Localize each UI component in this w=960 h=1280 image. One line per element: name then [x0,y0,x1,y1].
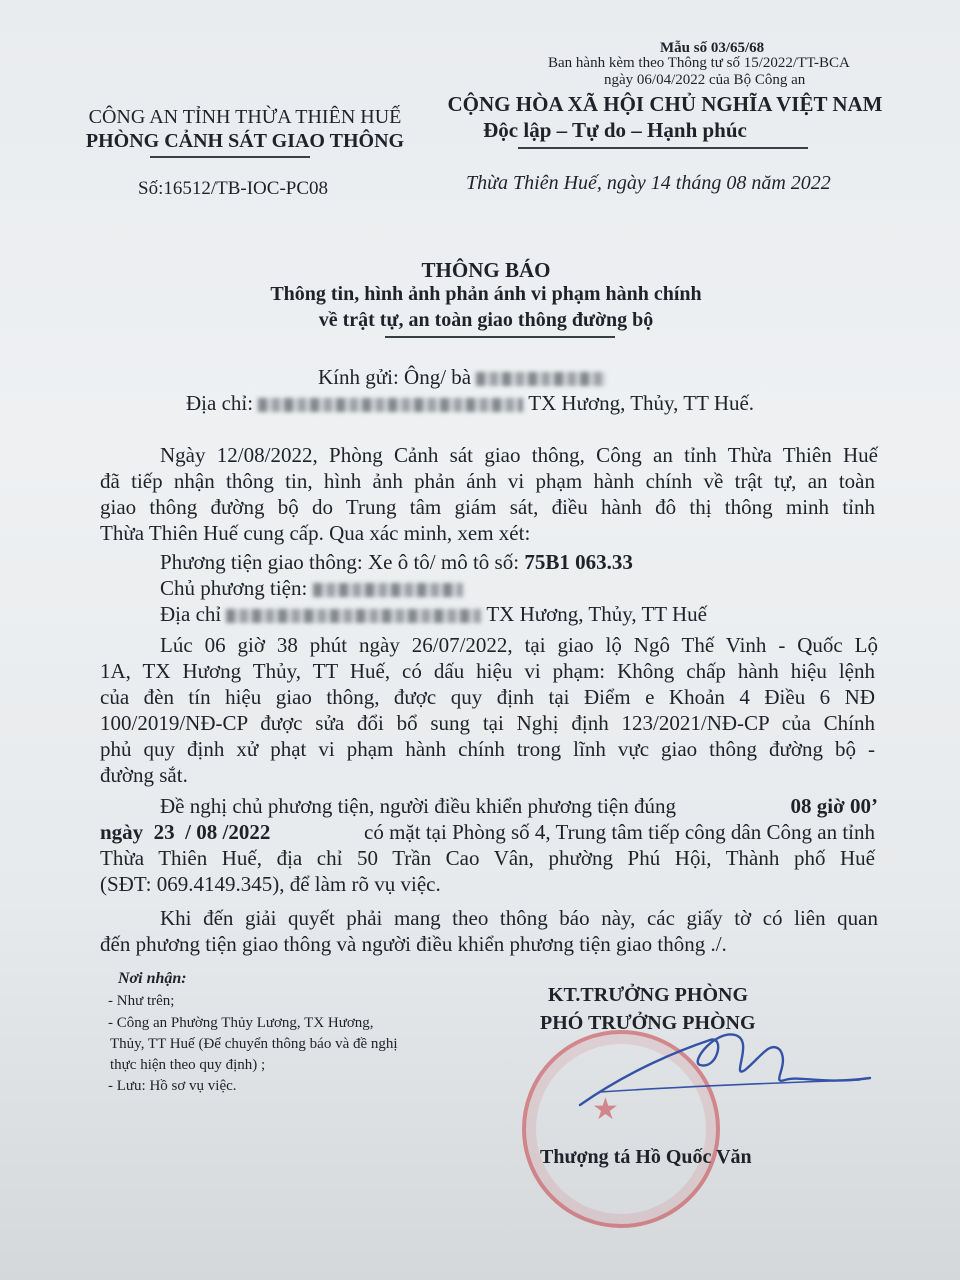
recipient-item-4: thực hiện theo quy định) ; [110,1057,266,1073]
request-line4: (SĐT: 069.4149.345), để làm rõ vụ việc. [100,872,441,896]
p1-line4: Thừa Thiên Huế cung cấp. Qua xác minh, xem xét: [100,521,531,545]
form-issued-line1: Ban hành kèm theo Thông tư số 15/2022/TT-BCA [548,55,850,71]
request-text-2: có mặt tại Phòng số 4, Trung tâm tiếp công dân Công an tỉnh [364,820,875,844]
notice-subtitle-2: về trật tự, an toàn giao thông đường bộ [318,309,654,331]
request-line3: Thừa Thiên Huế, địa chỉ 50 Trần Cao Vân, phường Phú Hội, Thành phố Huế [100,846,875,870]
owner-line [160,576,463,601]
motto-underline [518,147,808,149]
p1-line1: Ngày 12/08/2022, Phòng Cảnh sát giao thông, Công an tỉnh Thừa Thiên Huế [160,443,878,467]
redacted-name [476,372,606,386]
recipient-item-3: Thủy, TT Huế (Để chuyển thông báo và đề nghị [110,1036,398,1052]
agency-underline [150,156,310,158]
vehicle-line [160,550,633,575]
reference-number: Số:16512/TB-IOC-PC08 [138,178,329,199]
p1-line3: giao thông đường bộ do Trung tâm giám sát, điều hành đô thị thông minh tỉnh [100,495,875,519]
recipient-item-5: - Lưu: Hồ sơ vụ việc. [108,1078,237,1094]
owner-address-tail: TX Hương, Thủy, TT Huế [486,602,707,626]
agency-line1: CÔNG AN TỈNH THỪA THIÊN HUẾ [88,106,402,128]
appointment-date: ngày 23 / 08 /2022 [100,820,271,844]
recipient-item-2: - Công an Phường Thủy Lương, TX Hương, [108,1015,374,1031]
redacted-owner-address [226,609,481,623]
violation-line3: của đèn tín hiệu giao thông, được quy định tại Điểm e Khoản 4 Điều 6 NĐ [100,685,875,709]
request-text-1: Đề nghị chủ phương tiện, người điều khiển phương tiện đúng [160,794,676,818]
owner-label: Chủ phương tiện: [160,576,308,600]
recipient-address [186,391,754,416]
owner-address-line [160,602,707,627]
motto: Độc lập – Tự do – Hạnh phúc [483,118,747,142]
recipient-item-1: - Như trên; [108,993,175,1009]
signer-title-2: PHÓ TRƯỞNG PHÒNG [540,1012,756,1034]
owner-address-label: Địa chỉ [160,602,222,626]
closing-line1: Khi đến giải quyết phải mang theo thông báo này, các giấy tờ có liên quan [160,906,878,930]
appointment-time: 08 giờ 00’ [790,794,878,818]
violation-line4: 100/2019/NĐ-CP được sửa đổi bổ sung tại Nghị định 123/2021/NĐ-CP của Chính [100,711,875,735]
notice-subtitle-1: Thông tin, hình ảnh phản ánh vi phạm hành chính [270,283,702,305]
violation-line2: 1A, TX Hương Thủy, TT Huế, có dấu hiệu vi phạm: Không chấp hành hiệu lệnh [100,659,875,683]
greeting-label: Kính gửi: Ông/ bà [318,365,472,389]
violation-line6: đường sắt. [100,763,188,787]
recipients-title: Nơi nhận: [118,970,187,987]
redacted-address [258,398,523,412]
plate-number: 75B1 063.33 [524,550,633,574]
form-number: Mẫu số 03/65/68 [660,40,765,56]
violation-line1: Lúc 06 giờ 38 phút ngày 26/07/2022, tại giao lộ Ngô Thế Vinh - Quốc Lộ [160,633,878,657]
recipient-greeting [318,365,606,390]
violation-line5: phủ quy định xử phạt vi phạm hành chính trong lĩnh vực giao thông đường bộ - [100,737,875,761]
signer-name: Thượng tá Hồ Quốc Văn [540,1146,752,1168]
republic-title: CỘNG HÒA XÃ HỘI CHỦ NGHĨA VIỆT NAM [447,92,883,116]
address-tail: TX Hương, Thủy, TT Huế. [528,391,755,415]
agency-line2: PHÒNG CẢNH SÁT GIAO THÔNG [85,130,405,152]
request-line2 [100,820,875,845]
seal-star-icon: ★ [592,1093,619,1126]
closing-line2: đến phương tiện giao thông và người điều khiển phương tiện giao thông ./. [100,932,727,956]
p1-line2: đã tiếp nhận thông tin, hình ảnh phản ánh vi phạm hành chính về trật tự, an toàn [100,469,875,493]
redacted-owner [313,583,463,597]
place-date: Thừa Thiên Huế, ngày 14 tháng 08 năm 2022 [466,172,831,194]
form-issued-line2: ngày 06/04/2022 của Bộ Công an [604,72,806,88]
address-label: Địa chỉ: [186,391,254,415]
request-line1 [160,794,878,819]
notice-title: THÔNG BÁO [421,258,551,282]
vehicle-label: Phương tiện giao thông: Xe ô tô/ mô tô số: [160,550,520,574]
signer-title-1: KT.TRƯỞNG PHÒNG [548,984,748,1006]
title-underline [385,336,615,338]
